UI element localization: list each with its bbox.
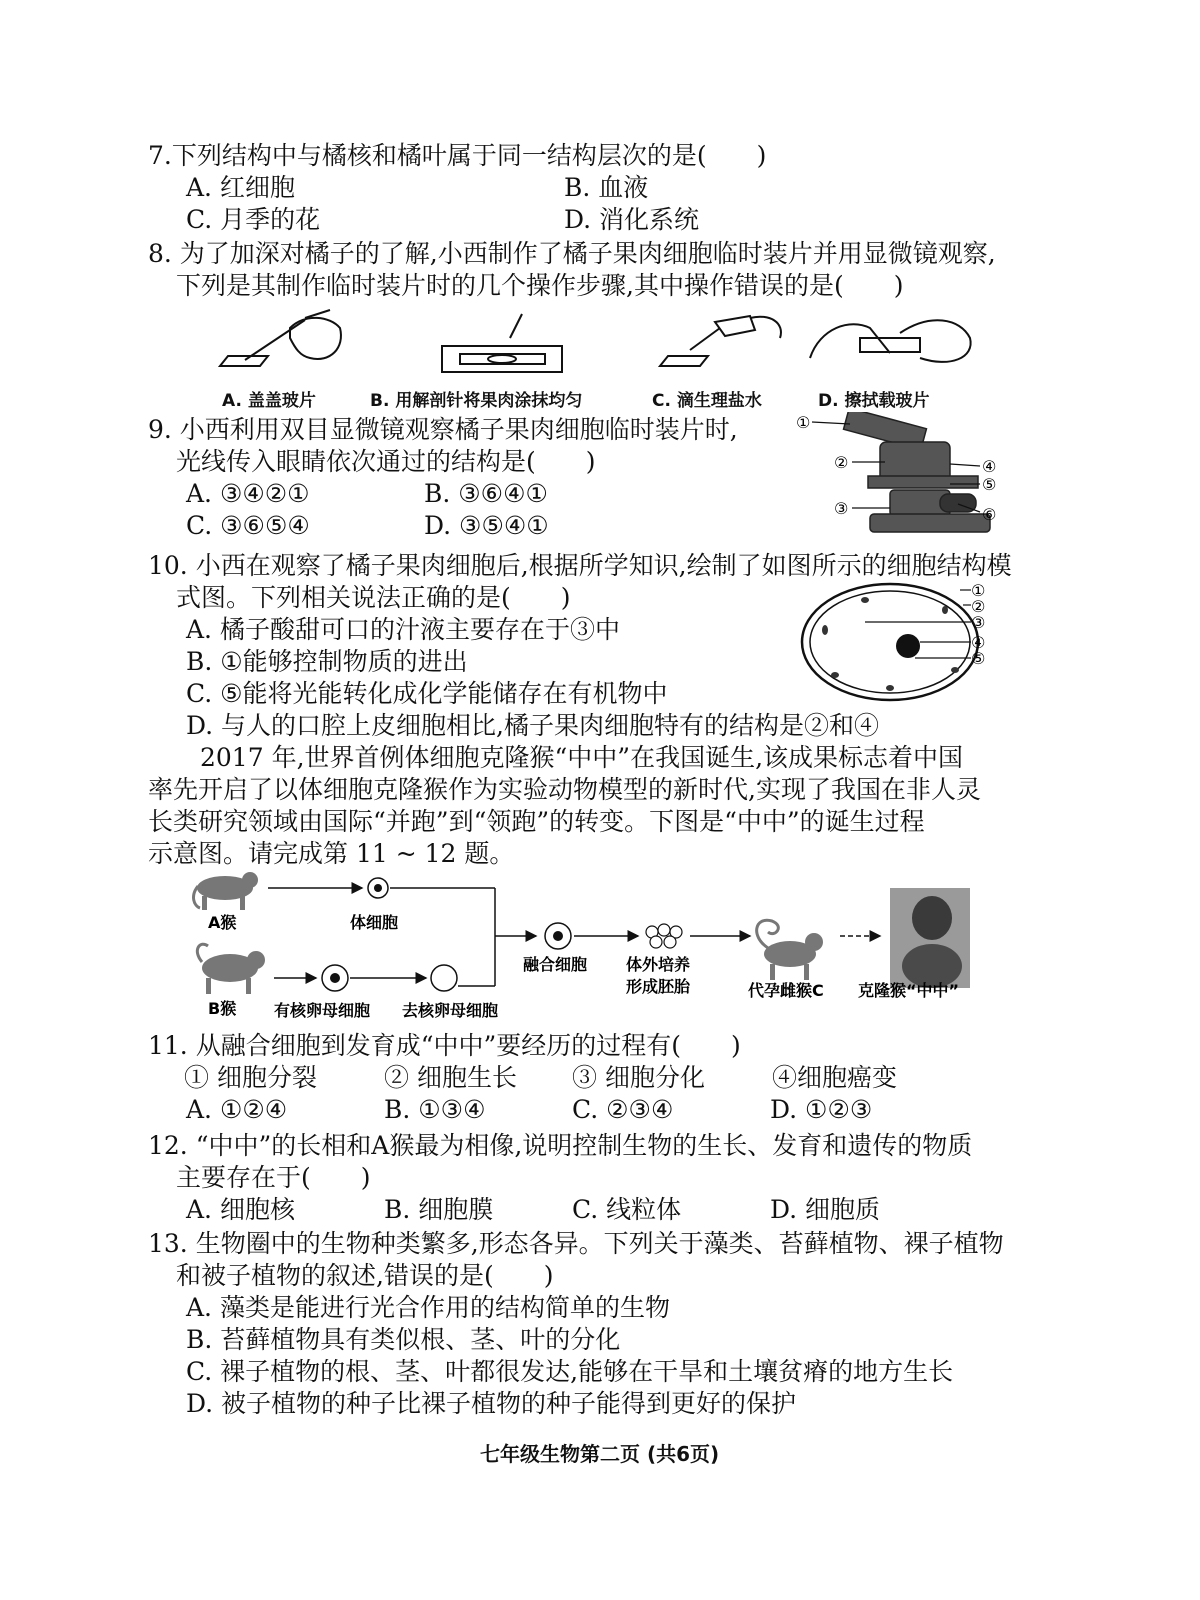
q7-option-b: B. 血液 bbox=[564, 173, 649, 202]
q11-item-2: ② 细胞生长 bbox=[384, 1063, 517, 1092]
q9-option-d: D. ③⑤④① bbox=[424, 511, 549, 540]
monkey-b-illustration bbox=[197, 944, 265, 994]
label-surrogate-monkey: 代孕雌猴C bbox=[748, 981, 824, 1000]
passage-line2: 率先开启了以体细胞克隆猴作为实验动物模型的新时代,实现了我国在非人灵 bbox=[148, 775, 981, 804]
q10-option-b: B. ①能够控制物质的进出 bbox=[186, 647, 468, 676]
label-in-vitro-culture: 体外培养 bbox=[626, 955, 691, 974]
q11-item-1: ① 细胞分裂 bbox=[184, 1063, 317, 1092]
q7-stem: 7.下列结构中与橘核和橘叶属于同一结构层次的是( ) bbox=[148, 141, 767, 170]
microscope-label-4: ④ bbox=[982, 457, 997, 476]
q12-option-c: C. 线粒体 bbox=[572, 1195, 682, 1224]
label-somatic-cell: 体细胞 bbox=[350, 913, 399, 932]
clone-monkey-photo bbox=[890, 888, 970, 988]
q9-stem-line2: 光线传入眼睛依次通过的结构是( ) bbox=[176, 447, 596, 476]
enucleated-egg-icon bbox=[431, 965, 457, 991]
q13-option-a: A. 藻类是能进行光合作用的结构简单的生物 bbox=[186, 1293, 670, 1322]
q7-option-a: A. 红细胞 bbox=[186, 173, 295, 202]
cover-slip-illustration bbox=[220, 310, 341, 366]
passage-line4: 示意图。请完成第 11 ~ 12 题。 bbox=[148, 839, 515, 868]
saline-dropper-illustration bbox=[660, 316, 781, 366]
q11-item-3: ③ 细胞分化 bbox=[572, 1063, 705, 1092]
q9-option-c: C. ③⑥⑤④ bbox=[186, 511, 310, 540]
passage-line3: 长类研究领域由国际“并跑”到“领跑”的转变。下图是“中中”的诞生过程 bbox=[148, 807, 925, 836]
q8-caption-c: C. 滴生理盐水 bbox=[652, 391, 762, 411]
q12-stem-line1: 12. “中中”的长相和A猴最为相像,说明控制生物的生长、发育和遗传的物质 bbox=[148, 1131, 973, 1160]
somatic-cell-icon bbox=[368, 878, 388, 898]
q11-item-4: ④细胞癌变 bbox=[772, 1063, 898, 1092]
q13-option-d: D. 被子植物的种子比裸子植物的种子能得到更好的保护 bbox=[186, 1389, 797, 1418]
q10-stem-line1: 10. 小西在观察了橘子果肉细胞后,根据所学知识,绘制了如图所示的细胞结构模 bbox=[148, 551, 1012, 580]
embryo-icon bbox=[646, 924, 682, 948]
microscope-label-2: ② bbox=[834, 453, 849, 472]
plant-cell-diagram bbox=[795, 580, 1005, 705]
q9-option-b: B. ③⑥④① bbox=[424, 479, 548, 508]
q7-option-d: D. 消化系统 bbox=[564, 205, 700, 234]
label-fused-cell: 融合细胞 bbox=[523, 955, 588, 974]
q11-option-a: A. ①②④ bbox=[186, 1095, 288, 1124]
cell-label-4: ④ bbox=[971, 633, 986, 652]
q7-option-c: C. 月季的花 bbox=[186, 205, 321, 234]
label-monkey-a: A猴 bbox=[208, 913, 237, 932]
cell-label-1: ① bbox=[971, 581, 986, 600]
q8-caption-d: D. 擦拭载玻片 bbox=[818, 391, 930, 411]
q11-option-c: C. ②③④ bbox=[572, 1095, 674, 1124]
page-footer: 七年级生物第二页 (共6页) bbox=[480, 1442, 720, 1466]
label-clone-monkey: 克隆猴“中中” bbox=[858, 981, 960, 1000]
label-nucleated-egg: 有核卵母细胞 bbox=[274, 1001, 371, 1020]
q9-stem-line1: 9. 小西利用双目显微镜观察橘子果肉细胞临时装片时, bbox=[148, 415, 738, 444]
cloning-flow-diagram bbox=[190, 866, 1010, 1026]
q12-stem-line2: 主要存在于( ) bbox=[176, 1163, 371, 1192]
q10-option-a: A. 橘子酸甜可口的汁液主要存在于③中 bbox=[186, 615, 620, 644]
q8-stem-line2: 下列是其制作临时装片时的几个操作步骤,其中操作错误的是( ) bbox=[176, 271, 904, 300]
label-form-embryo: 形成胚胎 bbox=[626, 977, 691, 996]
q10-option-d: D. 与人的口腔上皮细胞相比,橘子果肉细胞特有的结构是②和④ bbox=[186, 711, 879, 740]
q13-stem-line1: 13. 生物圈中的生物种类繁多,形态各异。下列关于藻类、苔藓植物、裸子植物 bbox=[148, 1229, 1004, 1258]
passage-line1: 2017 年,世界首例体细胞克隆猴“中中”在我国诞生,该成果标志着中国 bbox=[200, 743, 964, 772]
microscope-label-6: ⑥ bbox=[982, 505, 997, 524]
dissecting-needle-illustration bbox=[442, 314, 562, 372]
q8-caption-a: A. 盖盖玻片 bbox=[222, 391, 316, 411]
q13-option-b: B. 苔藓植物具有类似根、茎、叶的分化 bbox=[186, 1325, 621, 1354]
wipe-slide-illustration bbox=[810, 320, 971, 362]
q13-stem-line2: 和被子植物的叙述,错误的是( ) bbox=[176, 1261, 554, 1290]
q12-option-a: A. 细胞核 bbox=[186, 1195, 295, 1224]
q10-option-c: C. ⑤能将光能转化成化学能储存在有机物中 bbox=[186, 679, 668, 708]
cell-label-5: ⑤ bbox=[971, 649, 986, 668]
microscope-label-1: ① bbox=[796, 413, 811, 432]
q12-option-b: B. 细胞膜 bbox=[384, 1195, 494, 1224]
q11-option-b: B. ①③④ bbox=[384, 1095, 486, 1124]
monkey-a-illustration bbox=[194, 872, 258, 910]
q13-option-c: C. 裸子植物的根、茎、叶都很发达,能够在干旱和土壤贫瘠的地方生长 bbox=[186, 1357, 954, 1386]
q11-option-d: D. ①②③ bbox=[770, 1095, 873, 1124]
q11-stem: 11. 从融合细胞到发育成“中中”要经历的过程有( ) bbox=[148, 1031, 741, 1060]
microscope-label-3: ③ bbox=[834, 499, 849, 518]
q10-stem-line2: 式图。下列相关说法正确的是( ) bbox=[176, 583, 571, 612]
surrogate-monkey-illustration bbox=[757, 920, 823, 980]
cell-label-2: ② bbox=[971, 597, 986, 616]
nucleated-egg-icon bbox=[322, 965, 348, 991]
microscope-diagram bbox=[790, 412, 1020, 536]
label-monkey-b: B猴 bbox=[208, 999, 237, 1018]
label-enucleated-egg: 去核卵母细胞 bbox=[402, 1001, 499, 1020]
microscope-label-5: ⑤ bbox=[982, 475, 997, 494]
slide-preparation-figure bbox=[210, 308, 990, 386]
q8-stem-line1: 8. 为了加深对橘子的了解,小西制作了橘子果肉细胞临时装片并用显微镜观察, bbox=[148, 239, 996, 268]
cell-label-3: ③ bbox=[971, 613, 986, 632]
q12-option-d: D. 细胞质 bbox=[770, 1195, 881, 1224]
q9-option-a: A. ③④②① bbox=[186, 479, 310, 508]
fused-cell-icon bbox=[545, 923, 571, 949]
q8-caption-b: B. 用解剖针将果肉涂抹均匀 bbox=[370, 391, 583, 411]
